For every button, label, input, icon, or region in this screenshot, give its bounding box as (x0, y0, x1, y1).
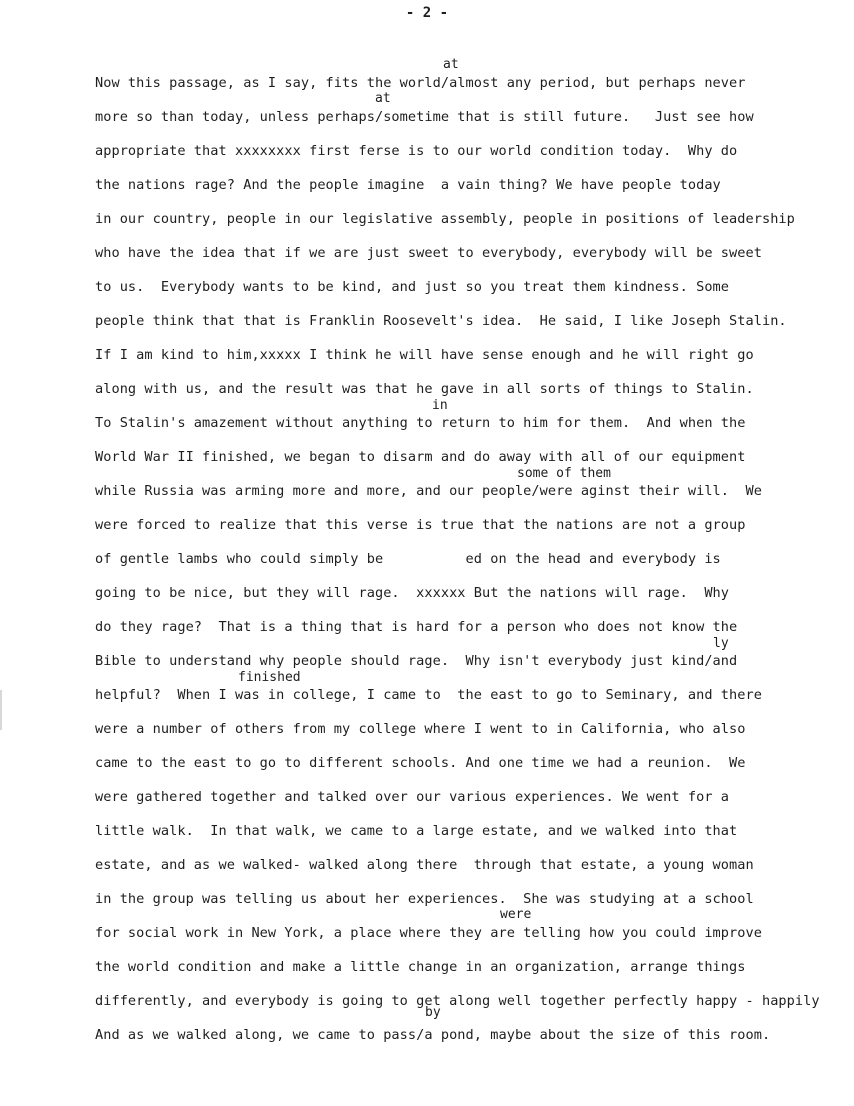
text-line: who have the idea that if we are just sweet to everybody, everybody will be sweet (95, 245, 762, 261)
text-line: while Russia was arming more and more, and our people/were aginst their will. We (95, 483, 762, 499)
text-line: to us. Everybody wants to be kind, and just so you treat them kindness. Some (95, 279, 730, 295)
text-line: the world condition and make a little change in an organization, arrange things (95, 959, 746, 975)
scan-edge-mark (0, 690, 2, 730)
text-line: little walk. In that walk, we came to a large estate, and we walked into that (95, 823, 738, 839)
text-line: along with us, and the result was that he gave in all sorts of things to Stalin. (95, 381, 754, 397)
text-line: To Stalin's amazement without anything to return to him for them. And when the (95, 415, 746, 431)
text-line: differently, and everybody is going to get along well together perfectly happy - happily (95, 993, 820, 1009)
text-line: the nations rage? And the people imagine a vain thing? We have people today (95, 177, 721, 193)
interlinear-insertion: at (443, 57, 459, 72)
interlinear-insertion: ly (713, 636, 729, 651)
text-line: in our country, people in our legislative assembly, people in positions of leadership (95, 211, 795, 227)
text-line: And as we walked along, we came to pass/a pond, maybe about the size of this room. (95, 1027, 771, 1043)
text-line: were a number of others from my college where I went to in California, who also (95, 721, 746, 737)
text-line: do they rage? That is a thing that is hard for a person who does not know the (95, 619, 738, 635)
page-number: - 2 - (405, 5, 449, 21)
text-line: came to the east to go to different schools. And one time we had a reunion. We (95, 755, 746, 771)
interlinear-insertion: by (425, 1005, 441, 1020)
text-line: estate, and as we walked- walked along there through that estate, a young woman (95, 857, 754, 873)
text-line: for social work in New York, a place where they are telling how you could improve (95, 925, 762, 941)
text-line: Bible to understand why people should rage. Why isn't everybody just kind/and (95, 653, 738, 669)
text-line: Now this passage, as I say, fits the world/almost any period, but perhaps never (95, 75, 746, 91)
interlinear-insertion: in (432, 398, 448, 413)
text-line: World War II finished, we began to disarm and do away with all of our equipment (95, 449, 746, 465)
text-line: were gathered together and talked over our various experiences. We went for a (95, 789, 730, 805)
interlinear-insertion: at (375, 91, 391, 106)
text-line: more so than today, unless perhaps/sometime that is still future. Just see how (95, 109, 754, 125)
text-line: in the group was telling us about her experiences. She was studying at a school (95, 891, 754, 907)
interlinear-insertion: some of them (517, 466, 611, 481)
text-line: people think that that is Franklin Roosevelt's idea. He said, I like Joseph Stalin. (95, 313, 787, 329)
text-line: helpful? When I was in college, I came to the east to go to Seminary, and there (95, 687, 762, 703)
interlinear-insertion: were (500, 907, 532, 922)
text-line: of gentle lambs who could simply be ed on the head and everybody is (95, 551, 721, 567)
interlinear-insertion: finished (238, 670, 301, 685)
text-line: going to be nice, but they will rage. xxxxxx But the nations will rage. Why (95, 585, 730, 601)
text-line: If I am kind to him,xxxxx I think he will have sense enough and he will right go (95, 347, 754, 363)
text-line: appropriate that xxxxxxxx first ferse is to our world condition today. Why do (95, 143, 738, 159)
text-line: were forced to realize that this verse is true that the nations are not a group (95, 517, 746, 533)
